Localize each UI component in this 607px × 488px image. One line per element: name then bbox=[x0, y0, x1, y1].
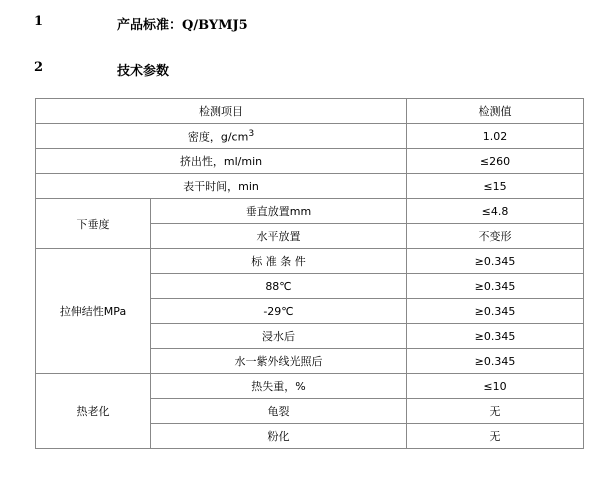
table-row bbox=[36, 149, 584, 174]
table-row bbox=[36, 374, 584, 399]
sub-item-cell: 热失重，% bbox=[151, 374, 407, 399]
item-cell: 表干时间，min bbox=[36, 174, 407, 199]
group-cell-tensile: 拉伸结性MPa bbox=[36, 249, 151, 374]
section-number-2: 2 bbox=[34, 60, 44, 75]
value-cell: ≥0.345 bbox=[407, 274, 584, 299]
spec-table bbox=[35, 98, 584, 449]
density-label: 密度，g/cm bbox=[187, 130, 249, 144]
value-cell: ≤10 bbox=[407, 374, 584, 399]
group-cell-sag: 下垂度 bbox=[36, 199, 151, 249]
sub-item-cell: 水平放置 bbox=[151, 224, 407, 249]
value-cell: 无 bbox=[407, 424, 584, 449]
sub-item-cell: -29℃ bbox=[151, 299, 407, 324]
value-cell: 不变形 bbox=[407, 224, 584, 249]
value-cell: ≥0.345 bbox=[407, 324, 584, 349]
group-cell-aging: 热老化 bbox=[36, 374, 151, 449]
table-row bbox=[36, 174, 584, 199]
sub-item-cell: 龟裂 bbox=[151, 399, 407, 424]
value-cell: ≤260 bbox=[407, 149, 584, 174]
sub-item-cell: 粉化 bbox=[151, 424, 407, 449]
value-cell: ≥0.345 bbox=[407, 249, 584, 274]
header-item: 检测项目 bbox=[36, 99, 407, 124]
table-row bbox=[36, 199, 584, 224]
value-cell: 1.02 bbox=[407, 124, 584, 149]
sub-item-cell: 标 准 条 件 bbox=[151, 249, 407, 274]
value-cell: ≤4.8 bbox=[407, 199, 584, 224]
item-cell bbox=[36, 124, 407, 149]
value-cell: ≥0.345 bbox=[407, 349, 584, 374]
value-cell: ≤15 bbox=[407, 174, 584, 199]
value-cell: ≥0.345 bbox=[407, 299, 584, 324]
technical-params-heading: 技术参数 bbox=[117, 64, 170, 79]
section-number-1: 1 bbox=[34, 14, 44, 29]
product-standard-heading: 产品标准：Q/BYMJ5 bbox=[117, 18, 248, 33]
table-row bbox=[36, 124, 584, 149]
header-value: 检测值 bbox=[407, 99, 584, 124]
table-header-row bbox=[36, 99, 584, 124]
value-cell: 无 bbox=[407, 399, 584, 424]
sub-item-cell: 水一紫外线光照后 bbox=[151, 349, 407, 374]
table-row bbox=[36, 249, 584, 274]
sub-item-cell: 浸水后 bbox=[151, 324, 407, 349]
item-cell: 挤出性，ml/min bbox=[36, 149, 407, 174]
sub-item-cell: 垂直放置mm bbox=[151, 199, 407, 224]
density-exponent: 3 bbox=[248, 127, 255, 139]
sub-item-cell: 88℃ bbox=[151, 274, 407, 299]
